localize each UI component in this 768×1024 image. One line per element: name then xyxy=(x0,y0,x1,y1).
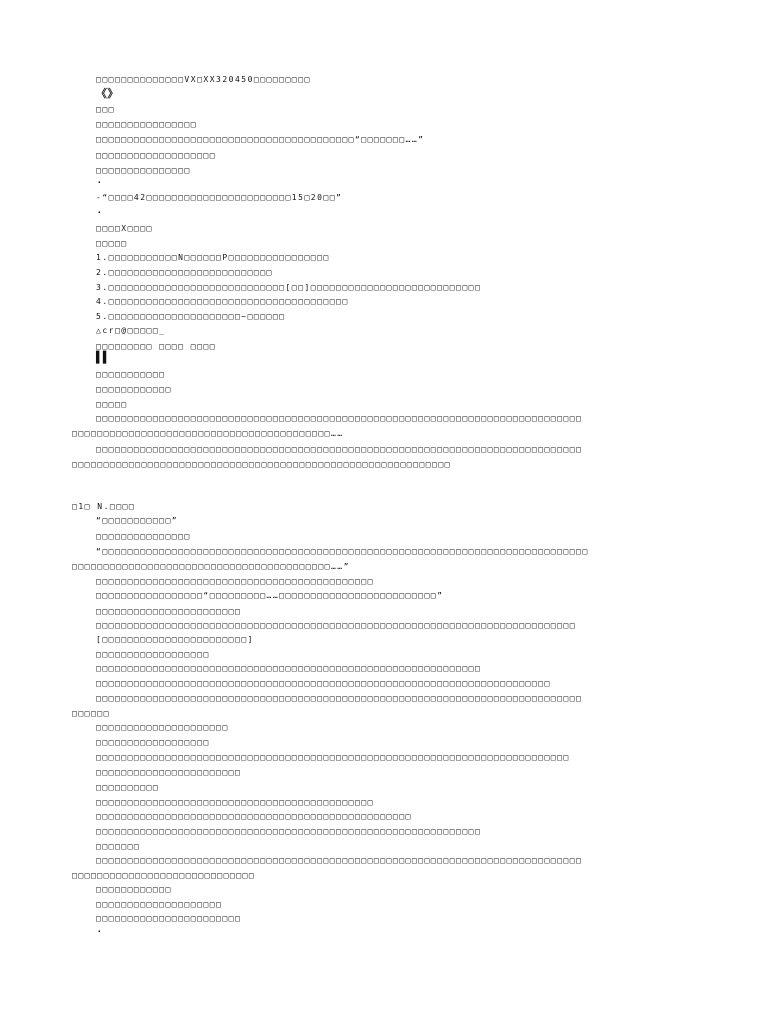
text-line-l44: □□□□□□□□□□□□□□□□□□ xyxy=(96,738,210,747)
text-line-l35: □□□□□□□□□□□□□□□□□□□□□□□ xyxy=(96,607,242,616)
text-line-l11: □□□□X□□□□ xyxy=(96,224,153,233)
text-line-l10: · xyxy=(96,206,103,219)
text-line-l22: □□□□□□□□□□□□ xyxy=(96,385,172,394)
text-line-l33: □□□□□□□□□□□□□□□□□□□□□□□□□□□□□□□□□□□□□□□□□□□□ xyxy=(96,577,374,586)
text-line-l27: □□□□□□□□□□□□□□□□□□□□□□□□□□□□□□□□□□□□□□□□□□□□□□□□□□□□□□□□□□□□ xyxy=(72,460,451,469)
text-line-l12: □□□□□ xyxy=(96,239,128,248)
text-line-l23: □□□□□ xyxy=(96,400,128,409)
text-line-l08: · xyxy=(96,176,103,189)
text-line-l02: 《》 xyxy=(96,87,119,100)
text-line-l07: □□□□□□□□□□□□□□□ xyxy=(96,166,191,175)
text-line-l39: □□□□□□□□□□□□□□□□□□□□□□□□□□□□□□□□□□□□□□□□□□□□□□□□□□□□□□□□□□□□□ xyxy=(96,664,482,673)
text-line-l20: ▌▌ xyxy=(96,351,110,364)
text-line-l04: □□□□□□□□□□□□□□□□ xyxy=(96,120,198,129)
text-line-l52: □□□□□□□□□□□□□□□□□□□□□□□□□□□□□□□□□□□□□□□□□□□□□□□□□□□□□□□□□□□□□□□□□□□□□□□□□□□□□ xyxy=(96,856,583,865)
text-line-l49: □□□□□□□□□□□□□□□□□□□□□□□□□□□□□□□□□□□□□□□□□□□□□□□□□□ xyxy=(96,812,412,821)
text-line-l36: □□□□□□□□□□□□□□□□□□□□□□□□□□□□□□□□□□□□□□□□□□□□□□□□□□□□□□□□□□□□□□□□□□□□□□□□□□□□ xyxy=(96,621,577,630)
text-line-l21: □□□□□□□□□□□ xyxy=(96,370,166,379)
text-line-l15: 3.□□□□□□□□□□□□□□□□□□□□□□□□□□□□[□□]□□□□□□□□□□□□□□□□□□□□□□□□□□□ xyxy=(96,283,482,292)
text-line-l28: □1□ N.□□□□ xyxy=(72,502,136,511)
text-line-l50: □□□□□□□□□□□□□□□□□□□□□□□□□□□□□□□□□□□□□□□□□□□□□□□□□□□□□□□□□□□□□ xyxy=(96,827,482,836)
text-line-l16: 4.□□□□□□□□□□□□□□□□□□□□□□□□□□□□□□□□□□□□□□ xyxy=(96,297,349,306)
text-line-l31: “□□□□□□□□□□□□□□□□□□□□□□□□□□□□□□□□□□□□□□□□□□□□□□□□□□□□□□□□□□□□□□□□□□□□□□□□□□□□□ xyxy=(96,547,589,556)
text-line-l51: □□□□□□□ xyxy=(96,842,141,851)
text-line-l37: [□□□□□□□□□□□□□□□□□□□□□□□] xyxy=(96,635,254,644)
text-line-l01: □□□□□□□□□□□□□□VX□XX320450□□□□□□□□□ xyxy=(96,75,311,84)
text-line-l03: □□□ xyxy=(96,105,115,114)
text-line-l19: □□□□□□□□□ □□□□ □□□□ xyxy=(96,342,217,351)
text-line-l57: · xyxy=(96,925,103,938)
text-line-l14: 2.□□□□□□□□□□□□□□□□□□□□□□□□□□ xyxy=(96,268,273,277)
text-line-l26: □□□□□□□□□□□□□□□□□□□□□□□□□□□□□□□□□□□□□□□□□□□□□□□□□□□□□□□□□□□□□□□□□□□□□□□□□□□□□ xyxy=(96,445,583,454)
text-line-l38: □□□□□□□□□□□□□□□□□□ xyxy=(96,650,210,659)
text-line-l41: □□□□□□□□□□□□□□□□□□□□□□□□□□□□□□□□□□□□□□□□□□□□□□□□□□□□□□□□□□□□□□□□□□□□□□□□□□□□□ xyxy=(96,694,583,703)
text-line-l09: -“□□□□42□□□□□□□□□□□□□□□□□□□□□□□15□20□□” xyxy=(96,193,343,202)
text-line-l32: □□□□□□□□□□□□□□□□□□□□□□□□□□□□□□□□□□□□□□□□□……” xyxy=(72,562,350,571)
text-line-l42: □□□□□□ xyxy=(72,709,110,718)
text-line-l55: □□□□□□□□□□□□□□□□□□□□ xyxy=(96,900,223,909)
text-line-l47: □□□□□□□□□□ xyxy=(96,783,160,792)
text-line-l34: □□□□□□□□□□□□□□□□□“□□□□□□□□□……□□□□□□□□□□□□□□□□□□□□□□□□□” xyxy=(96,591,444,600)
text-line-l53: □□□□□□□□□□□□□□□□□□□□□□□□□□□□□ xyxy=(72,871,256,880)
text-line-l48: □□□□□□□□□□□□□□□□□□□□□□□□□□□□□□□□□□□□□□□□□□□□ xyxy=(96,798,374,807)
text-line-l29: “□□□□□□□□□□□” xyxy=(96,516,179,525)
text-line-l54: □□□□□□□□□□□□ xyxy=(96,885,172,894)
text-line-l46: □□□□□□□□□□□□□□□□□□□□□□□ xyxy=(96,768,242,777)
text-line-l13: 1.□□□□□□□□□□□N□□□□□□P□□□□□□□□□□□□□□□□ xyxy=(96,253,330,262)
text-line-l45: □□□□□□□□□□□□□□□□□□□□□□□□□□□□□□□□□□□□□□□□□□□□□□□□□□□□□□□□□□□□□□□□□□□□□□□□□□□ xyxy=(96,753,570,762)
text-line-l25: □□□□□□□□□□□□□□□□□□□□□□□□□□□□□□□□□□□□□□□□□…… xyxy=(72,429,344,438)
text-line-l18: △cr□@□□□□□_ xyxy=(96,326,166,335)
text-line-l30: □□□□□□□□□□□□□□□ xyxy=(96,532,191,541)
text-line-l43: □□□□□□□□□□□□□□□□□□□□□ xyxy=(96,723,229,732)
text-line-l56: □□□□□□□□□□□□□□□□□□□□□□□ xyxy=(96,914,242,923)
text-line-l24: □□□□□□□□□□□□□□□□□□□□□□□□□□□□□□□□□□□□□□□□□□□□□□□□□□□□□□□□□□□□□□□□□□□□□□□□□□□□□ xyxy=(96,414,583,423)
text-line-l40: □□□□□□□□□□□□□□□□□□□□□□□□□□□□□□□□□□□□□□□□□□□□□□□□□□□□□□□□□□□□□□□□□□□□□□□□ xyxy=(96,679,551,688)
text-line-l17: 5.□□□□□□□□□□□□□□□□□□□□□~□□□□□□ xyxy=(96,312,286,321)
text-line-l06: □□□□□□□□□□□□□□□□□□□ xyxy=(96,151,217,160)
text-line-l05: □□□□□□□□□□□□□□□□□□□□□□□□□□□□□□□□□□□□□□□□□“□□□□□□□……” xyxy=(96,135,425,144)
